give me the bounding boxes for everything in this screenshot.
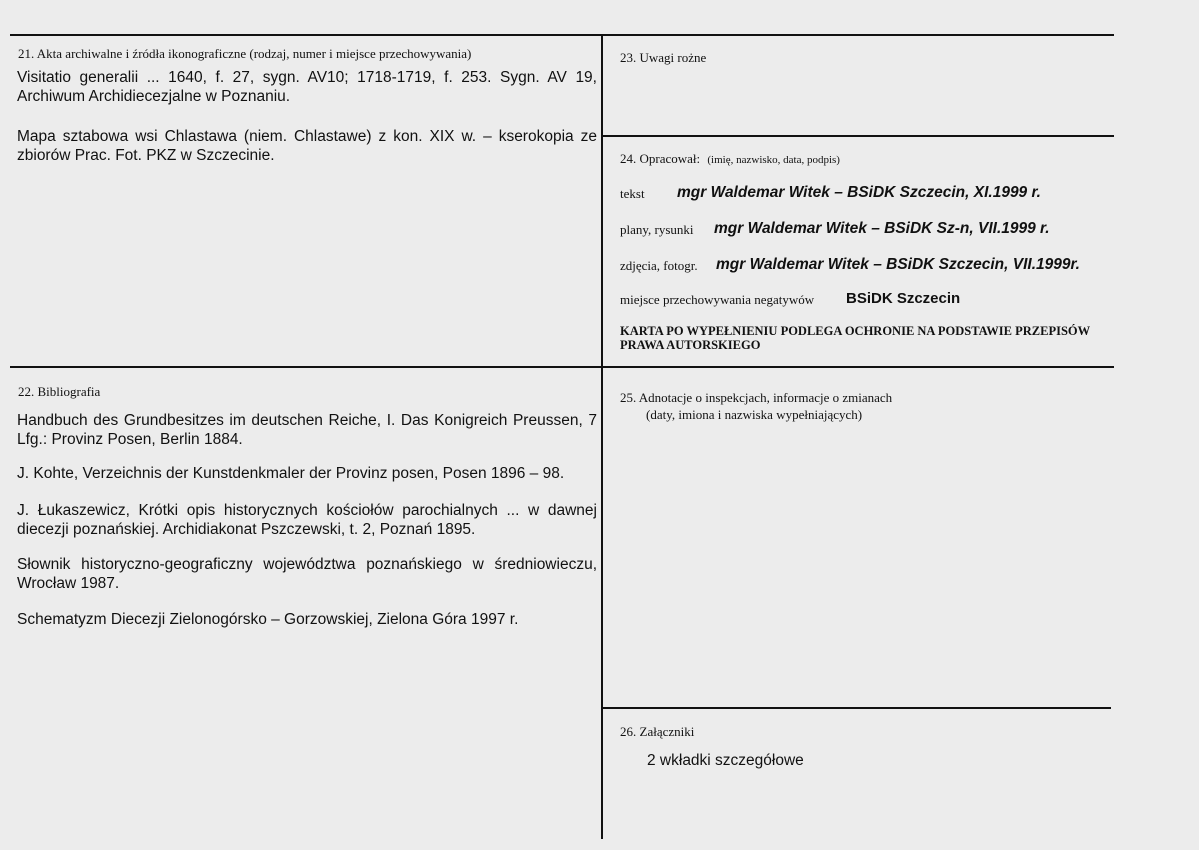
s25-heading: 25. Adnotacje o inspekcjach, informacje o zmianach	[620, 390, 893, 405]
s24-heading-note: (imię, nazwisko, data, podpis)	[707, 154, 840, 166]
s21-map-entry: Mapa sztabowa wsi Chlastawa (niem. Chlastawe) z kon. XIX w. – kserokopia ze zbiorów Prac. Fot. PKZ w Szczecinie.	[17, 128, 597, 164]
tekst-value: mgr Waldemar Witek – BSiDK Szczecin, XI.1999 r.	[677, 184, 1041, 201]
right-section-divider-25-26	[603, 707, 1111, 709]
s22-heading: 22. Bibliografia	[18, 384, 101, 399]
s21-archive-entry: Visitatio generalii ... 1640, f. 27, sygn. AV10; 1718-1719, f. 253. Sygn. AV 19, Archiwum Archidiecezjalne w Poznaniu.	[17, 69, 597, 105]
top-border-line	[10, 34, 1114, 36]
s21-heading: 21. Akta archiwalne i źródła ikonograficzne (rodzaj, numer i miejsce przechowywania)	[18, 46, 472, 61]
bibliography-item: J. Łukaszewicz, Krótki opis historycznych kościołów parochialnych ... w dawnej diecezji poznańskiej. Archidiakonat Pszczewski, t. 2, Poznań 1895.	[17, 502, 597, 538]
s25-heading-note: (daty, imiona i nazwiska wypełniających)	[646, 407, 863, 422]
miejsce-value: BSiDK Szczecin	[846, 290, 961, 307]
plany-value: mgr Waldemar Witek – BSiDK Sz-n, VII.1999 r.	[714, 220, 1050, 237]
column-divider	[601, 34, 603, 839]
s24-heading	[620, 151, 840, 167]
s26-heading: 26. Załączniki	[620, 724, 695, 739]
bibliography-item: J. Kohte, Verzeichnis der Kunstdenkmaler der Provinz posen, Posen 1896 – 98.	[17, 465, 565, 482]
bibliography-item: Schematyzm Diecezji Zielonogórsko – Gorzowskiej, Zielona Góra 1997 r.	[17, 611, 519, 628]
plany-label: plany, rysunki	[620, 222, 694, 237]
right-section-divider-23-24	[603, 135, 1114, 137]
tekst-label: tekst	[620, 186, 645, 201]
s24-heading-text: 24. Opracował:	[620, 151, 701, 166]
attachments-value: 2 wkładki szczegółowe	[647, 752, 804, 769]
bibliography-item: Słownik historyczno-geograficzny województwa poznańskiego w średniowieczu, Wrocław 1987.	[17, 556, 597, 592]
zdjecia-label: zdjęcia, fotogr.	[620, 258, 698, 273]
s23-heading: 23. Uwagi rożne	[620, 50, 707, 65]
copyright-notice-line1: KARTA PO WYPEŁNIENIU PODLEGA OCHRONIE NA PODSTAWIE PRZEPISÓW	[620, 324, 1091, 338]
miejsce-label: miejsce przechowywania negatywów	[620, 292, 815, 307]
bibliography-item: Handbuch des Grundbesitzes im deutschen Reiche, I. Das Konigreich Preussen, 7 Lfg.: Provinz Posen, Berlin 1884.	[17, 412, 597, 448]
middle-section-divider	[10, 366, 1114, 368]
zdjecia-value: mgr Waldemar Witek – BSiDK Szczecin, VII.1999r.	[716, 256, 1080, 273]
copyright-notice-line2: PRAWA AUTORSKIEGO	[620, 338, 761, 352]
